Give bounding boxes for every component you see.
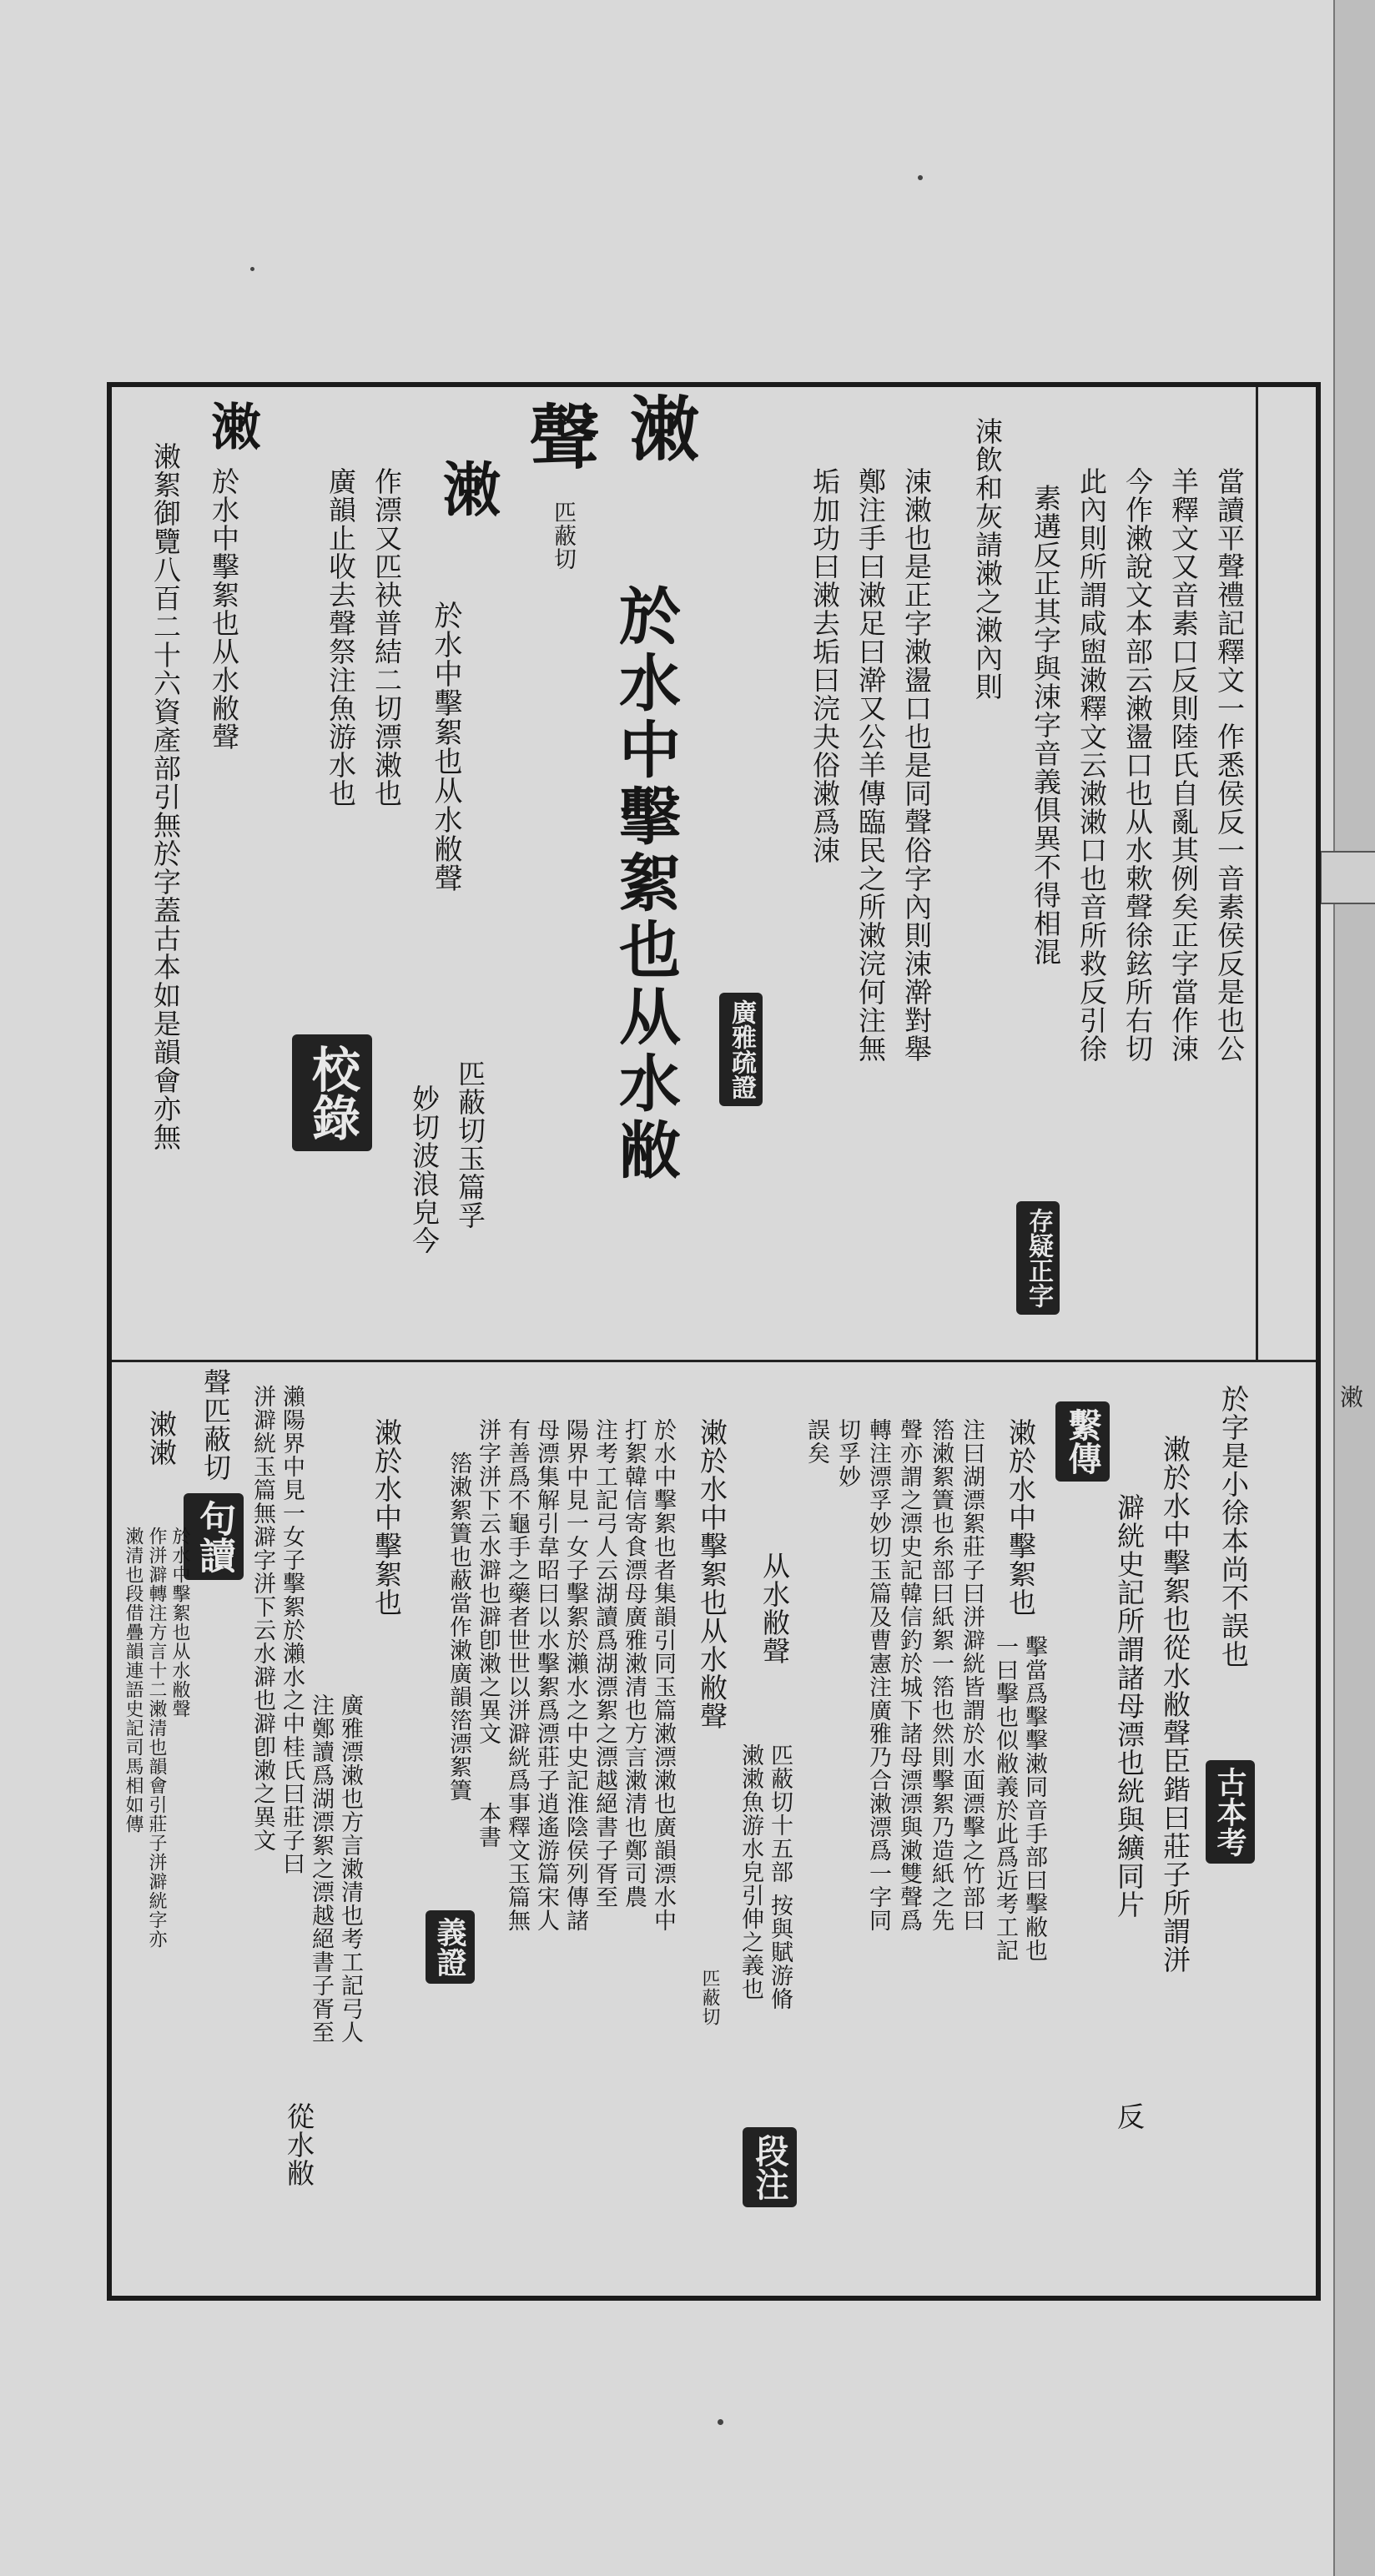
gloss-right-1: 當讀平聲禮記釋文一作悉侯反一音素侯反是也公 xyxy=(1213,467,1246,1063)
gloss-left-4: 於水中擊絮也从水敝聲 xyxy=(208,467,240,751)
lower-col-16: 陽界中見一女子擊絮於瀨水之中史記淮陰侯列傳諸 xyxy=(562,1418,588,1932)
lower-col-10: 切孚妙 xyxy=(834,1418,860,1488)
section-divider xyxy=(112,1360,1316,1362)
lower-col-09: 轉注漂孚妙切玉篇及曹憲注廣雅乃合潄漂爲一字同 xyxy=(865,1418,891,1932)
lower-col-13: 於水中擊絮也者集韻引同玉篇潄漂潄也廣韻漂水中 xyxy=(650,1418,676,1932)
gloss-mid-1: 涑潄也是正字潄盪口也是同聲俗字內則涑澣對舉 xyxy=(900,467,933,1063)
lower-col-20: 箈潄絮簀也蔽當作潄廣韻箈漂絮簀 xyxy=(446,1452,471,1802)
lower-col-03: 澼絖史記所謂諸母漂也絖與纊同片 xyxy=(1113,1493,1146,1919)
lower-col-28: 潄清也段借疊韻連語史記司馬相如傳 xyxy=(123,1527,144,1834)
print-speck xyxy=(918,175,923,180)
lower-col-11: 誤矣 xyxy=(803,1418,829,1465)
headword: 潄 xyxy=(618,392,701,463)
glyph-small: 潄 xyxy=(433,459,502,518)
lower-col-19b: 本書 xyxy=(475,1802,501,1849)
lower-col-24b: 從水敝 xyxy=(283,2102,315,2187)
lower-col-14: 打絮韓信寄食漂母廣雅潄清也方言潄清也鄭司農 xyxy=(621,1418,647,1909)
lower-col-01: 於字是小徐本尚不誤也 xyxy=(1217,1385,1250,1668)
lower-col-19: 洴字洴下云水澼也澼卽潄之異文 xyxy=(475,1418,501,1745)
lower-col-26: 潄潄 xyxy=(145,1410,178,1467)
gloss-right-4: 此內則所謂咸盥潄釋文云潄潄口也音所救反引徐 xyxy=(1075,467,1108,1063)
lower-col-10c: 匹蔽切十五部 xyxy=(767,1743,793,1884)
lower-col-12b: 匹蔽切 xyxy=(699,1969,720,2026)
lower-col-05: 一曰擊也似敝義於此爲近考工記 xyxy=(992,1635,1018,1962)
tag-jiaolu: 校錄 xyxy=(292,1034,372,1151)
lower-col-21b: 廣雅漂潄也方言潄清也考工記弓人 xyxy=(337,1693,363,2044)
lower-col-25: 聲匹蔽切 xyxy=(199,1368,232,1482)
gloss-right-5: 素遘反正其字與涑字音義俱異不得相混 xyxy=(1030,484,1062,966)
gloss-left-5: 潄絮御覽八百二十六資產部引無於字蓋古本如是韻會亦無 xyxy=(149,442,182,1151)
print-speck xyxy=(718,2419,723,2425)
tag-cunzheng: 存疑正字 xyxy=(1016,1201,1060,1315)
gloss-right-3: 今作潄說文本部云潄盪口也从水欶聲徐鉉所右切 xyxy=(1121,467,1154,1063)
gloss-left-1: 於水中擊絮也从水敝聲 xyxy=(429,601,462,893)
lower-col-04: 潄於水中擊絮也 xyxy=(1005,1418,1037,1617)
lower-col-15: 注考工記弓人云湖讀爲湖漂絮之漂越絕書子胥至 xyxy=(592,1418,617,1909)
lower-col-21: 潄於水中擊絮也 xyxy=(370,1418,403,1617)
lower-col-07: 箈潄絮簀也糸部曰紙絮一箈也然則擊絮乃造紙之先 xyxy=(928,1418,954,1932)
tag-xizhuan: 繫傳 xyxy=(1055,1401,1110,1482)
lower-col-22: 注鄭讀爲湖漂絮之漂越絕書子胥至 xyxy=(308,1693,334,2044)
tag-duanzhu: 段注 xyxy=(743,2127,797,2207)
main-gloss: 於水中擊絮也从水敝 xyxy=(609,584,681,1185)
tag-judu: 句讀 xyxy=(184,1493,244,1580)
gloss-mid-2: 鄭注手曰潄足曰澣又公羊傳臨民之所潄浣何注無 xyxy=(854,467,887,1063)
lower-col-02: 潄於水中擊絮也從水敝聲臣鍇曰莊子所謂洴 xyxy=(1159,1435,1191,1974)
column-rule xyxy=(1256,387,1258,1360)
lower-col-18: 有善爲不龜手之藥者世世以洴澼絖爲事釋文玉篇無 xyxy=(504,1418,530,1932)
lower-col-10d: 按與賦游脩 xyxy=(767,1894,793,2010)
lower-col-06: 注曰湖漂絮莊子曰洴澼絖皆謂於水面漂擊之竹部曰 xyxy=(959,1418,985,1932)
gloss-right-6: 涑飲和灰請潄之潄內則 xyxy=(971,417,1004,701)
lower-col-04b: 擊當爲擊擊潄同音手部曰擊敝也 xyxy=(1021,1635,1047,1962)
print-speck xyxy=(250,267,254,271)
tag-yizheng: 義證 xyxy=(426,1910,475,1984)
side-label: 潄 xyxy=(1337,1385,1364,1408)
lower-col-27: 作洴澼轉注方言十二潄清也韻會引莊子洴澼絖字亦 xyxy=(146,1527,167,1949)
glyph-jiaolu: 潄 xyxy=(203,400,261,451)
lower-col-08: 聲亦謂之漂史記韓信釣於城下諸母漂漂與潄雙聲爲 xyxy=(896,1418,922,1932)
page-edge xyxy=(1333,0,1375,2576)
lower-col-03b: 反 xyxy=(1113,2102,1146,2131)
gloss-mid-3: 垢加功曰潄去垢曰浣夬俗潄爲涑 xyxy=(808,467,841,864)
head-fanqie: 匹蔽切 xyxy=(550,501,576,571)
lower-col-11b: 潄潄魚游水皃引伸之義也 xyxy=(738,1743,763,2000)
tag-guangya: 廣雅疏證 xyxy=(719,993,763,1106)
lower-col-24: 洴澼絖玉篇無澼字洴下云水澼也澼卽潄之異文 xyxy=(249,1385,275,1852)
lower-col-26b: 於水中擊絮也从水敝聲 xyxy=(169,1527,190,1718)
lower-col-12: 潄於水中擊絮也从水敝聲 xyxy=(696,1418,728,1730)
gloss-right-2: 羊釋文又音素口反則陸氏自亂其例矣正字當作涑 xyxy=(1167,467,1200,1063)
gloss-left-2: 作漂又匹袂普結二切漂潄也 xyxy=(370,467,403,808)
lower-col-10b: 从水敝聲 xyxy=(758,1552,791,1665)
gloss-left-3: 廣韻止收去聲祭注魚游水也 xyxy=(325,467,357,808)
tag-guben: 古本考 xyxy=(1206,1760,1255,1864)
lower-col-23: 瀨陽界中見一女子擊絮於瀨水之中桂氏曰莊子曰 xyxy=(279,1385,305,1875)
page-tab xyxy=(1320,851,1375,904)
lower-col-17: 母漂集解引韋昭曰以水擊絮爲漂莊子逍遙游篇宋人 xyxy=(533,1418,559,1932)
gloss-left-1b: 匹蔽切玉篇孚 xyxy=(454,1059,486,1230)
gloss-left-2b: 妙切波浪皃今 xyxy=(408,1084,441,1255)
head-syllable: 聲 xyxy=(518,400,601,471)
